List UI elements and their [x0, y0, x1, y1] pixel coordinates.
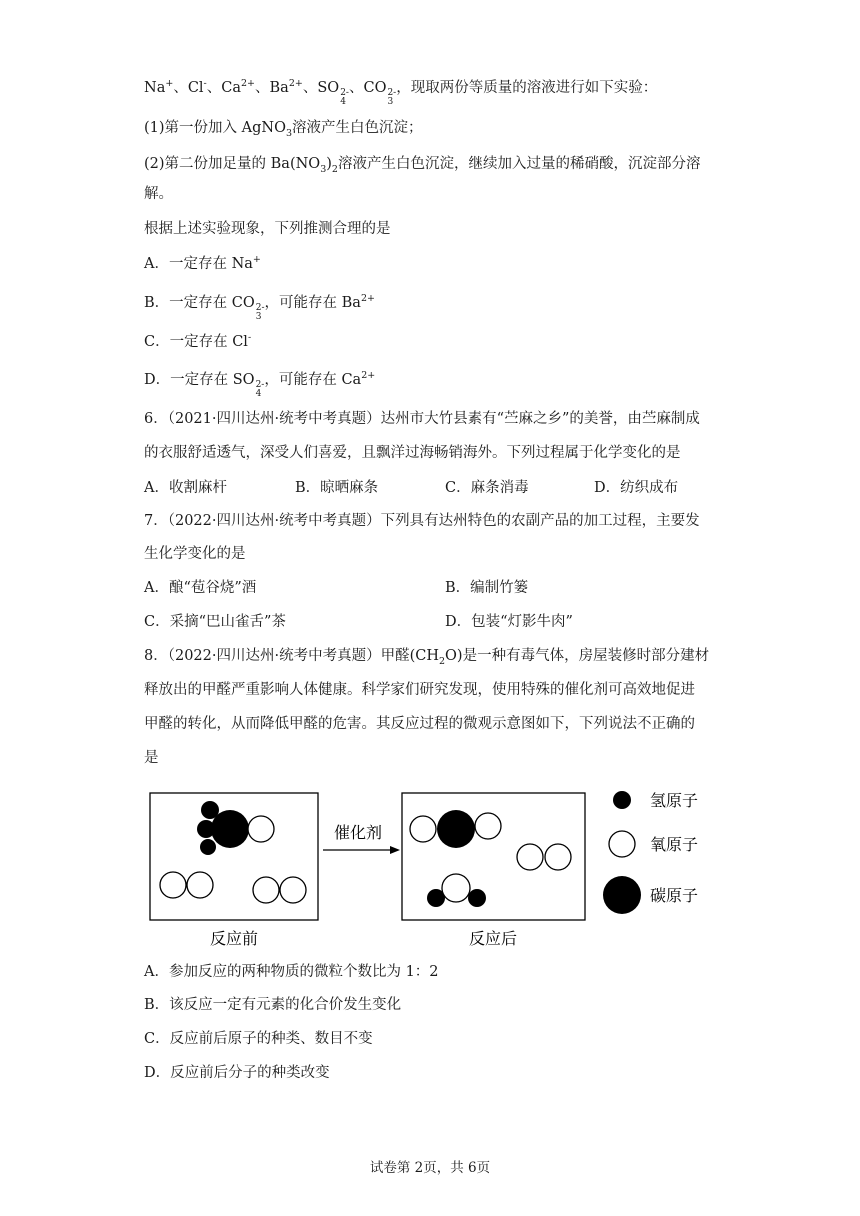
reaction-arrow [323, 823, 400, 854]
oxygen-atom [410, 816, 436, 842]
q7-option-a[interactable]: A．酿“苞谷烧”酒 [144, 580, 257, 596]
q5-option-b[interactable]: B．一定存在 CO 2- 3 ，可能存在 $Ba^{2+}$ [144, 293, 375, 322]
ion-list-line: Na+、Cl-、$Ca^{2+}$、$Ba^{2+}$、SO 2- 4 、CO 2- 3 ，现取两份等质量的溶液进行如下实验： [144, 78, 658, 107]
ion-so4: SO 2- 4 [317, 80, 349, 107]
step-2-cont: 解。 [144, 186, 173, 202]
q8-option-d[interactable]: D．反应前后分子的种类改变 [144, 1065, 330, 1081]
q8-stem-4: 是 [144, 750, 159, 766]
legend-oxygen: 氧原子 [650, 835, 699, 854]
q6-option-a[interactable]: A．收割麻杆 [144, 480, 227, 496]
q8-option-b[interactable]: B．该反应一定有元素的化合价发生变化 [144, 997, 402, 1013]
carbon-atom [437, 810, 475, 848]
reaction-diagram [140, 780, 720, 955]
legend-carbon: 碳原子 [650, 886, 699, 905]
q6-option-c[interactable]: C．麻条消毒 [445, 480, 529, 496]
legend [603, 791, 698, 914]
q8-stem-3: 甲醛的转化，从而降低甲醛的危害。其反应过程的微观示意图如下，下列说法不正确的 [144, 716, 695, 732]
q7-stem-2: 生化学变化的是 [144, 546, 246, 562]
q8-stem-1: 8．（2022·四川达州·统考中考真题）甲醛$(CH_2O)$是一种有毒气体，房屋装修时部分建材 [144, 648, 710, 667]
ion-na: Na+ [144, 78, 174, 96]
legend-hydrogen: 氢原子 [650, 791, 699, 810]
ion-cl: Cl- [187, 78, 207, 96]
oxygen-atom [187, 872, 213, 898]
q8-stem-2: 释放出的甲醛严重影响人体健康。科学家们研究发现，使用特殊的催化剂可高效地促进 [144, 682, 695, 698]
catalyst-label: 催化剂 [333, 823, 383, 842]
hydrogen-atom [468, 889, 486, 907]
q7-option-b[interactable]: B．编制竹篓 [445, 580, 529, 596]
q7-option-c[interactable]: C．采摘“巴山雀舌”茶 [144, 614, 286, 630]
oxygen-atom [442, 874, 470, 902]
q7-stem-1: 7．（2022·四川达州·统考中考真题）下列具有达州特色的农副产品的加工过程，主要发 [144, 513, 700, 529]
ion-ca: $Ca^{2+}$ [221, 78, 256, 96]
hydrogen-atom [200, 839, 216, 855]
hydrogen-legend-icon [613, 791, 631, 809]
carbon-atom [211, 810, 249, 848]
before-box [150, 793, 318, 920]
q8-option-a[interactable]: A．参加反应的两种物质的微粒个数比为 1：2 [144, 964, 439, 980]
q6-stem-2: 的衣服舒适透气，深受人们喜爱，且飘洋过海畅销海外。下列过程属于化学变化的是 [144, 445, 681, 461]
after-label: 反应后 [468, 929, 518, 948]
oxygen-atom [160, 872, 186, 898]
q5-option-c[interactable]: C．一定存在 Cl- [144, 332, 252, 350]
page-footer: 试卷第 2页，共 6页 [369, 1160, 491, 1176]
step-1: (1)第一份加入 AgNO$_3$溶液产生白色沉淀； [144, 120, 423, 139]
after-box [402, 793, 585, 920]
before-label: 反应前 [209, 929, 259, 948]
q6-option-d[interactable]: D．纺织成布 [594, 480, 679, 496]
oxygen-atom [253, 877, 279, 903]
oxygen-atom [280, 877, 306, 903]
carbon-legend-icon [603, 876, 641, 914]
q7-option-d[interactable]: D．包装“灯影牛肉” [445, 614, 573, 630]
q5-option-a[interactable]: A．一定存在 Na+ [144, 254, 261, 272]
ion-ba: $Ba^{2+}$ [269, 78, 303, 96]
q6-stem-1: 6．（2021·四川达州·统考中考真题）达州市大竹县素有“苎麻之乡”的美誉，由苎麻制成 [144, 411, 700, 427]
oxygen-atom [248, 816, 274, 842]
ion-co3: CO 2- 3 [363, 80, 397, 107]
oxygen-atom [545, 844, 571, 870]
question-prompt: 根据上述实验现象，下列推测合理的是 [144, 221, 391, 237]
oxygen-legend-icon [609, 831, 635, 857]
oxygen-atom [517, 844, 543, 870]
step-2: (2)第二份加足量的 $Ba(NO_3)_2$溶液产生白色沉淀，继续加入过量的稀硝酸，沉淀部分溶 [144, 156, 701, 175]
q8-option-c[interactable]: C．反应前后原子的种类、数目不变 [144, 1031, 373, 1047]
q5-option-d[interactable]: D．一定存在 SO 2- 4 ，可能存在 $Ca^{2+}$ [144, 370, 376, 399]
q6-option-b[interactable]: B．晾晒麻条 [295, 480, 379, 496]
oxygen-atom [475, 813, 501, 839]
